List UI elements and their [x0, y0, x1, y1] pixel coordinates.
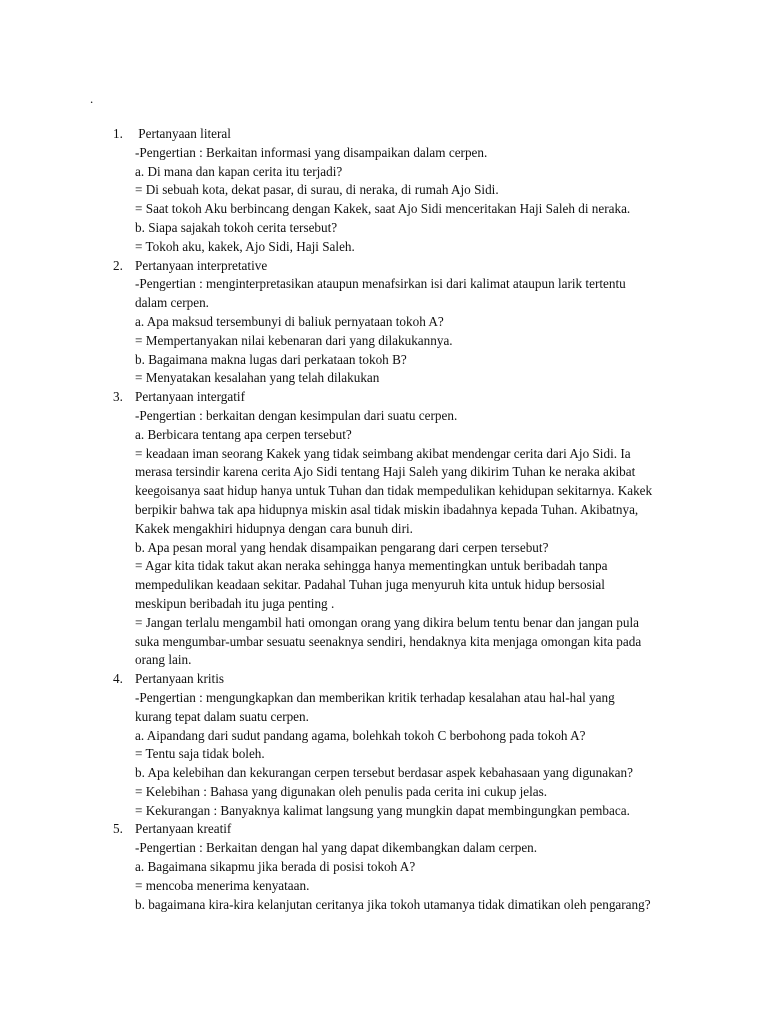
text-line-row: [0, 745, 768, 764]
text-line: b. bagaimana kira-kira kelanjutan ceritanya jika tokoh utamanya tidak dimatikan oleh pengarang?: [135, 896, 651, 912]
text-line-row: [0, 539, 768, 558]
text-line-row: [0, 633, 768, 652]
text-line-row: [0, 783, 768, 802]
question-type-heading: Pertanyaan interpretative: [135, 257, 268, 273]
text-line: = mencoba menerima kenyataan.: [135, 877, 310, 893]
question-type-heading: Pertanyaan literal: [135, 126, 231, 141]
text-line-row: [0, 219, 768, 238]
question-item: [0, 257, 768, 389]
text-line: = Mempertanyakan nilai kebenaran dari yang dilakukannya.: [135, 332, 453, 348]
question-heading-row: [0, 125, 768, 144]
text-line-row: [0, 407, 768, 426]
text-line: meskipun beribadah itu juga penting .: [135, 595, 335, 611]
text-line: orang lain.: [135, 652, 192, 668]
text-line-row: [0, 163, 768, 182]
text-line-row: [0, 858, 768, 877]
text-line-row: [0, 144, 768, 163]
text-line-row: [0, 313, 768, 332]
question-heading-row: [0, 670, 768, 689]
text-line-row: [0, 482, 768, 501]
question-item: [0, 388, 768, 670]
text-line: suka mengumbar-umbar sesuatu seenaknya sendiri, hendaknya kita menjaga omongan kita pada: [135, 633, 642, 649]
text-line: keegoisanya saat hidup hanya untuk Tuhan dan tidak mempedulikan kehidupan sekitarnya. Kakek: [135, 483, 653, 499]
text-line-row: [0, 727, 768, 746]
text-line: = keadaan iman seorang Kakek yang tidak seimbang akibat mendengar cerita dari Ajo Sidi. Ia: [135, 445, 631, 461]
text-line-row: [0, 501, 768, 520]
question-item: [0, 125, 768, 257]
text-line-row: [0, 557, 768, 576]
list-number: 2.: [113, 257, 123, 273]
text-line: dalam cerpen.: [135, 295, 209, 311]
question-type-heading: Pertanyaan kreatif: [135, 821, 232, 837]
text-line-row: [0, 275, 768, 294]
text-line-row: [0, 181, 768, 200]
text-line: = Agar kita tidak takut akan neraka sehingga hanya mementingkan untuk beribadah tanpa: [135, 558, 608, 574]
question-item: [0, 670, 768, 820]
text-line-row: [0, 689, 768, 708]
text-line: b. Bagaimana makna lugas dari perkataan tokoh B?: [135, 351, 407, 367]
text-line-row: [0, 839, 768, 858]
stray-dot: .: [90, 91, 94, 106]
text-line: a. Bagaimana sikapmu jika berada di posisi tokoh A?: [135, 859, 416, 875]
text-line: Kakek mengakhiri hidupnya dengan cara bunuh diri.: [135, 520, 413, 536]
text-line: = Tokoh aku, kakek, Ajo Sidi, Haji Saleh.: [135, 238, 355, 254]
text-line-row: [0, 463, 768, 482]
text-line-row: [0, 614, 768, 633]
text-line: = Jangan terlalu mengambil hati omongan orang yang dikira belum tentu benar dan jangan pula: [135, 614, 640, 630]
text-line: berpikir bahwa tak apa hidupnya miskin asal tidak miskin ibadahnya kepada Tuhan. Akibatnya,: [135, 501, 639, 517]
text-line: b. Apa kelebihan dan kekurangan cerpen tersebut berdasar aspek kebahasaan yang digunakan?: [135, 765, 633, 781]
text-line-row: [0, 238, 768, 257]
text-line: = Kekurangan : Banyaknya kalimat langsung yang mungkin dapat membingungkan pembaca.: [135, 802, 630, 818]
text-line-row: [0, 877, 768, 896]
text-line: = Menyatakan kesalahan yang telah dilakukan: [135, 370, 380, 386]
question-list: [0, 125, 768, 914]
list-number: 4.: [113, 671, 123, 687]
text-line: b. Apa pesan moral yang hendak disampaikan pengarang dari cerpen tersebut?: [135, 539, 549, 555]
text-line-row: [0, 520, 768, 539]
text-line: = Tentu saja tidak boleh.: [135, 746, 265, 762]
text-line-row: [0, 764, 768, 783]
text-line: = Di sebuah kota, dekat pasar, di surau, di neraka, di rumah Ajo Sidi.: [135, 182, 499, 198]
text-line: -Pengertian : mengungkapkan dan memberikan kritik terhadap kesalahan atau hal-hal yang: [135, 689, 615, 705]
text-line: -Pengertian : Berkaitan informasi yang disampaikan dalam cerpen.: [135, 144, 488, 160]
text-line-row: [0, 351, 768, 370]
text-line-row: [0, 595, 768, 614]
text-line-row: [0, 651, 768, 670]
text-line: a. Berbicara tentang apa cerpen tersebut?: [135, 426, 352, 442]
text-line-row: [0, 445, 768, 464]
question-heading-row: [0, 257, 768, 276]
text-line-row: [0, 200, 768, 219]
text-line-row: [0, 896, 768, 915]
text-line-row: [0, 708, 768, 727]
list-number: 3.: [113, 389, 123, 405]
question-type-heading: Pertanyaan intergatif: [135, 389, 245, 405]
list-number: 1.: [113, 126, 123, 141]
text-line: merasa tersindir karena cerita Ajo Sidi tentang Haji Saleh yang dikirim Tuhan ke neraka akibat: [135, 464, 636, 480]
text-line: a. Aipandang dari sudut pandang agama, bolehkah tokoh C berbohong pada tokoh A?: [135, 727, 586, 743]
text-line-row: [0, 426, 768, 445]
text-line: a. Apa maksud tersembunyi di baliuk pernyataan tokoh A?: [135, 313, 444, 329]
question-type-heading: Pertanyaan kritis: [135, 671, 224, 687]
text-line-row: [0, 802, 768, 821]
text-line: = Kelebihan : Bahasa yang digunakan oleh penulis pada cerita ini cukup jelas.: [135, 783, 548, 799]
question-heading-row: [0, 820, 768, 839]
text-line: -Pengertian : Berkaitan dengan hal yang dapat dikembangkan dalam cerpen.: [135, 840, 538, 856]
text-line: -Pengertian : berkaitan dengan kesimpulan dari suatu cerpen.: [135, 407, 458, 423]
text-line: b. Siapa sajakah tokoh cerita tersebut?: [135, 219, 338, 235]
question-heading-row: [0, 388, 768, 407]
text-line: mempedulikan keadaan sekitar. Padahal Tuhan juga menyuruh kita untuk hidup bersosial: [135, 577, 605, 593]
text-line: kurang tepat dalam suatu cerpen.: [135, 708, 309, 724]
text-line-row: [0, 294, 768, 313]
text-line: = Saat tokoh Aku berbincang dengan Kakek, saat Ajo Sidi menceritakan Haji Saleh di neraka.: [135, 201, 631, 217]
question-item: [0, 820, 768, 914]
text-line: -Pengertian : menginterpretasikan ataupun menafsirkan isi dari kalimat ataupun larik tertentu: [135, 276, 626, 292]
text-line-row: [0, 332, 768, 351]
text-line: a. Di mana dan kapan cerita itu terjadi?: [135, 163, 343, 179]
text-line-row: [0, 369, 768, 388]
list-number: 5.: [113, 821, 123, 837]
text-line-row: [0, 576, 768, 595]
